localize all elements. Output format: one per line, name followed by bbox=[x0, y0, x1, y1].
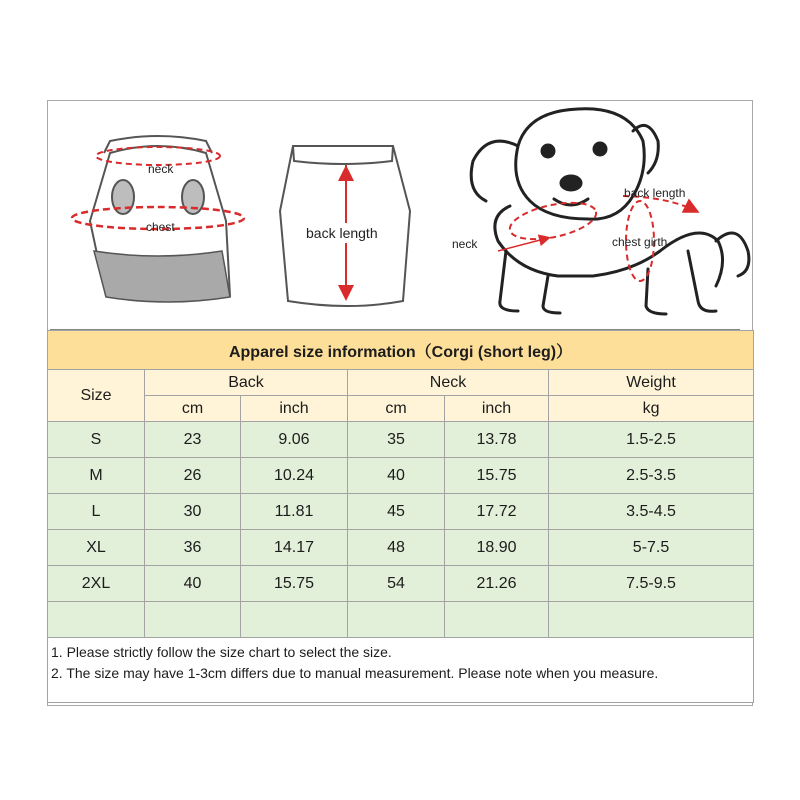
cell-back-cm: 36 bbox=[145, 530, 241, 566]
cell-size: 2XL bbox=[48, 566, 145, 602]
unit-back-inch: inch bbox=[241, 396, 348, 422]
cell-neck-inch: 13.78 bbox=[445, 422, 549, 458]
dog-neck-label: neck bbox=[452, 237, 478, 251]
cell-back-inch: 11.81 bbox=[241, 494, 348, 530]
header-size: Size bbox=[48, 370, 145, 422]
garment-front-icon bbox=[72, 136, 244, 302]
cell-size: L bbox=[48, 494, 145, 530]
cell-weight: 3.5-4.5 bbox=[549, 494, 754, 530]
note-1: 1. Please strictly follow the size chart to select the size. bbox=[51, 644, 392, 660]
notes-cell bbox=[48, 638, 754, 703]
cell-back-inch: 15.75 bbox=[241, 566, 348, 602]
cell-size: M bbox=[48, 458, 145, 494]
cell-weight: 5-7.5 bbox=[549, 530, 754, 566]
table-row bbox=[48, 566, 754, 602]
cell-neck-cm: 35 bbox=[348, 422, 445, 458]
cell-neck-cm: 48 bbox=[348, 530, 445, 566]
back-length-label: back length bbox=[306, 225, 378, 241]
garment-back-icon bbox=[280, 146, 410, 306]
cell-back-cm: 40 bbox=[145, 566, 241, 602]
cell-neck-inch: 21.26 bbox=[445, 566, 549, 602]
unit-weight: kg bbox=[549, 396, 754, 422]
cell-back-cm: 26 bbox=[145, 458, 241, 494]
size-table bbox=[47, 330, 754, 703]
header-neck: Neck bbox=[348, 370, 549, 396]
cell-neck-cm: 45 bbox=[348, 494, 445, 530]
dog-icon bbox=[471, 109, 749, 314]
dog-back-length-label: back length bbox=[624, 186, 686, 200]
cell-weight: 7.5-9.5 bbox=[549, 566, 754, 602]
unit-back-cm: cm bbox=[145, 396, 241, 422]
unit-neck-cm: cm bbox=[348, 396, 445, 422]
cell-size: XL bbox=[48, 530, 145, 566]
cell-back-cm: 23 bbox=[145, 422, 241, 458]
cell-back-inch: 10.24 bbox=[241, 458, 348, 494]
cell-weight: 2.5-3.5 bbox=[549, 458, 754, 494]
unit-neck-inch: inch bbox=[445, 396, 549, 422]
cell-neck-cm: 54 bbox=[348, 566, 445, 602]
cell-neck-inch: 15.75 bbox=[445, 458, 549, 494]
header-weight: Weight bbox=[549, 370, 754, 396]
cell-neck-cm: 40 bbox=[348, 458, 445, 494]
front-neck-label: neck bbox=[148, 162, 174, 176]
cell-back-cm: 30 bbox=[145, 494, 241, 530]
table-row bbox=[48, 458, 754, 494]
measurement-illustration bbox=[48, 101, 752, 329]
table-title: Apparel size information（Corgi (short leg)） bbox=[48, 331, 754, 370]
cell-back-inch: 14.17 bbox=[241, 530, 348, 566]
cell-back-inch: 9.06 bbox=[241, 422, 348, 458]
table-row bbox=[48, 494, 754, 530]
table-row bbox=[48, 422, 754, 458]
front-chest-label: chest bbox=[146, 220, 175, 234]
cell-neck-inch: 18.90 bbox=[445, 530, 549, 566]
dog-chest-girth-label: chest girth bbox=[612, 235, 668, 249]
table-row bbox=[48, 530, 754, 566]
cell-neck-inch: 17.72 bbox=[445, 494, 549, 530]
note-2: 2. The size may have 1-3cm differs due to manual measurement. Please note when you measure. bbox=[51, 665, 659, 681]
header-back: Back bbox=[145, 370, 348, 396]
cell-size: S bbox=[48, 422, 145, 458]
cell-weight: 1.5-2.5 bbox=[549, 422, 754, 458]
table-row-empty bbox=[48, 602, 754, 638]
